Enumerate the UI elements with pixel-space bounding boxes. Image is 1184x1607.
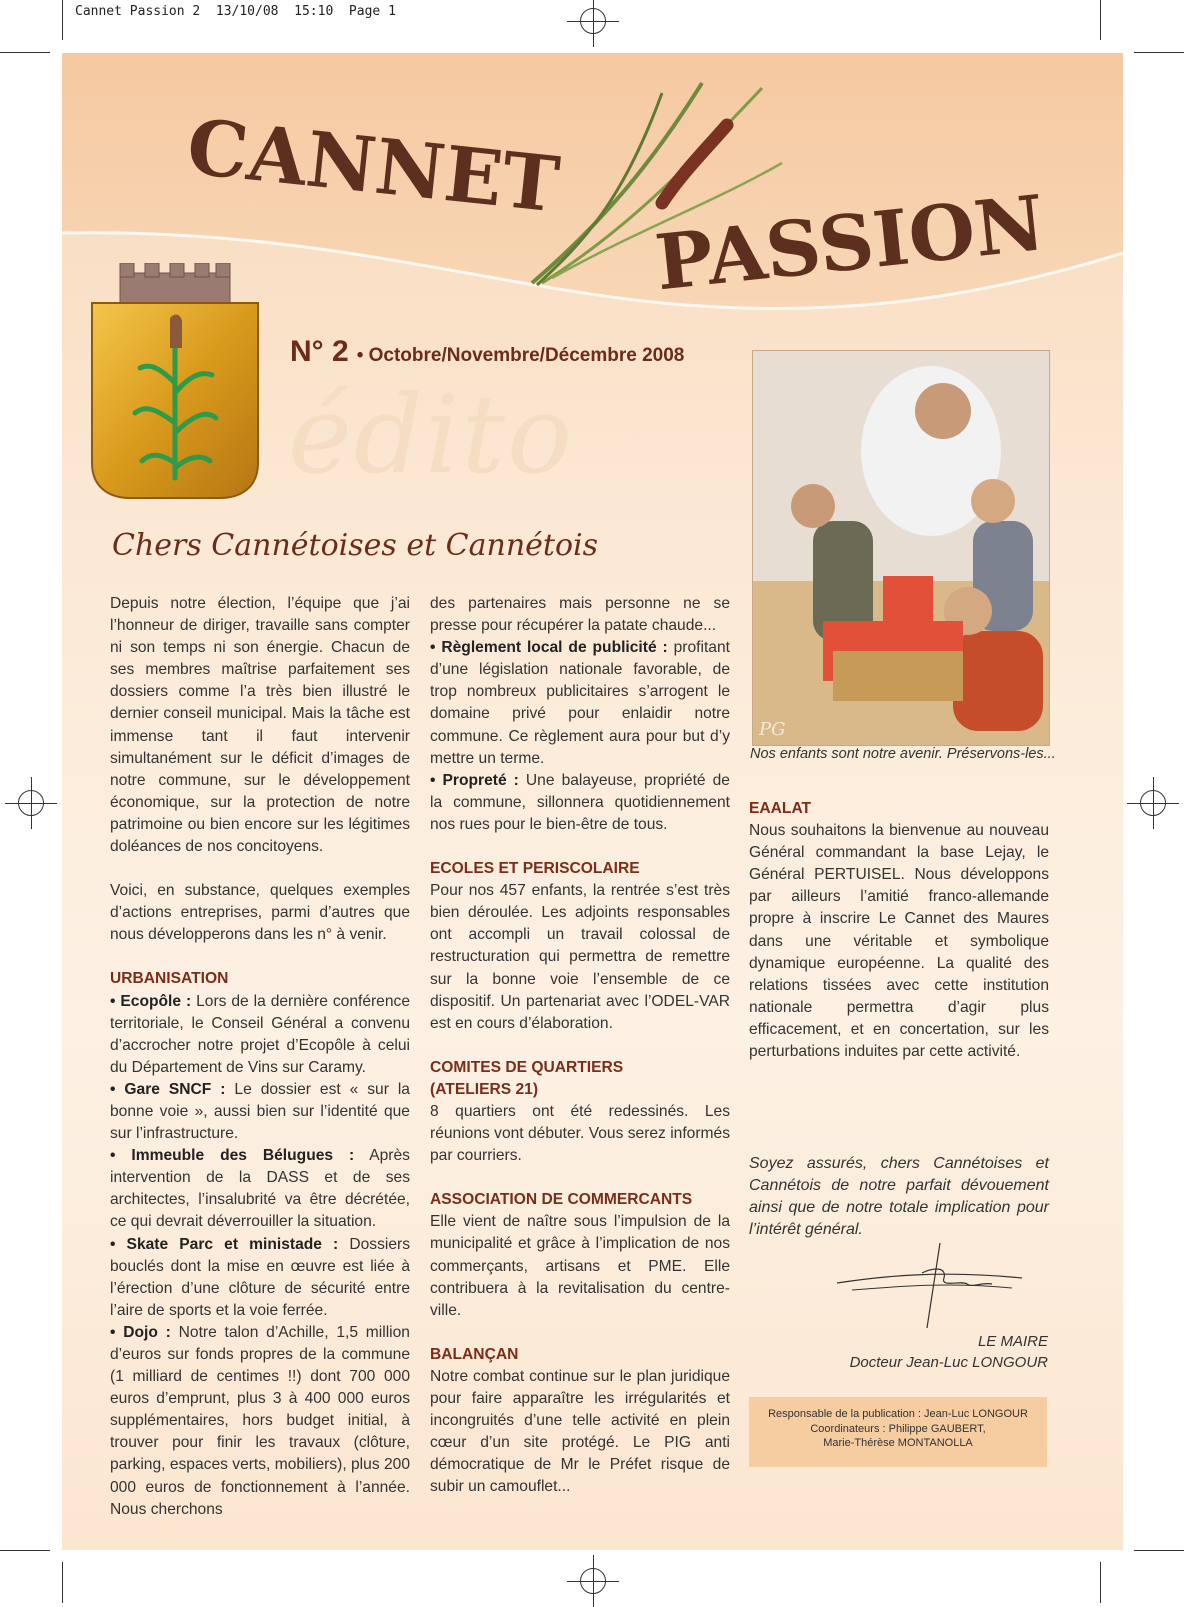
registration-mark xyxy=(1140,790,1166,816)
crop-mark xyxy=(62,0,63,40)
crop-mark xyxy=(1134,1550,1184,1551)
mayor-signature xyxy=(832,1238,1032,1333)
column-3 xyxy=(749,798,1049,1063)
closing-statement: Soyez assurés, chers Cannétoises et Cannétois de notre parfait dévouement ainsi que de notre totale implication pour l’intérêt général. xyxy=(749,1155,1049,1238)
registration-mark xyxy=(18,790,44,816)
item-reglement: • Règlement local de publicité : profitant d’une législation nationale favorable, de trop nombreux publicitaires s’arrogent le domaine privé pour enlaidir notre commune. Ce règlement aura pour but d’y mettre un terme. xyxy=(430,639,730,767)
registration-mark xyxy=(580,8,606,34)
ecoles-text: Pour nos 457 enfants, la rentrée s’est très bien déroulée. Les adjoints responsables ont accompli un travail colossal de restructuration qui permettra de remettre sur la bonne voie l’ensemble de ce dispositif. Un partenariat avec l’ODEL-VAR est en cours d’élaboration. xyxy=(430,882,730,1032)
photo-caption: Nos enfants sont notre avenir. Préservons-les... xyxy=(750,746,1056,762)
crop-mark xyxy=(62,1562,63,1603)
edito-watermark: édito xyxy=(288,373,575,498)
newsletter-page xyxy=(62,53,1123,1550)
issue-dates: • Octobre/Novembre/Décembre 2008 xyxy=(356,345,685,366)
section-title-urbanisation: URBANISATION xyxy=(110,970,229,988)
credits-line: Marie-Thérèse MONTANOLLA xyxy=(823,1437,973,1449)
crop-mark xyxy=(1134,52,1184,53)
print-slug: Cannet Passion 2 13/10/08 15:10 Page 1 xyxy=(75,4,396,19)
credits-line: Responsable de la publication : Jean-Luc LONGOUR xyxy=(768,1408,1028,1420)
svg-text:CANNET: CANNET xyxy=(183,101,564,230)
town-crest xyxy=(90,263,260,513)
item-dojo: • Dojo : Notre talon d’Achille, 1,5 million d’euros sur fonds propres de la commune (1 milliard de centimes !!) dont 700 000 euros d’emprunt, plus 3 à 400 000 euros supplémentaires, hors budget initial, à trouver pour finir les travaux (clôture, parking, espaces verts, mobiliers), plus 200 000 euros de fonctionnement à l’année. Nous cherchons xyxy=(110,1323,410,1518)
balancan-text: Notre combat continue sur le plan juridique pour faire apparaître les irrégularités et incongruités d’une telle activité en plein cœur d’un site protégé. Le PIG anti démocratique de Mr le Préfet risque de subir un camouflet... xyxy=(430,1367,730,1496)
intro-paragraph: Depuis notre élection, l’équipe que j’ai l’honneur de diriger, travaille sans compter ni son temps ni son énergie. Chacun de ses membres maîtrise parfaitement ses dossiers comme l’a très bien illustré le dernier conseil municipal. Mais la tâche est immense tant il faut intervenir simultanément sur le déficit d’images de notre commune, sur le développement économique, sur la protection de notre patrimoine ou bien encore sur les légitimes doléances de nos concitoyens. xyxy=(110,595,410,856)
mayor-name: Docteur Jean-Luc LONGOUR xyxy=(849,1354,1048,1371)
issue-number: N° 2 xyxy=(290,335,349,368)
eaalat-text: Nous souhaitons la bienvenue au nouveau Général commandant la base Lejay, le Général PERTUISEL. Nous développons par ailleurs l’amitié franco-allemande propre à inscrire Le Cannet des Maures dans une véritable et symbolique dynamique européenne. La qualité des relations tissées avec cette institution nationale permettra d’agir plus efficacement, et en concertation, sur les perturbations induites par cette activité. xyxy=(749,822,1049,1061)
intro-paragraph-2: Voici, en substance, quelques exemples d’actions entreprises, parmi d’autres que nous développerons dans les n° à venir. xyxy=(110,882,410,944)
item-ecopole: • Ecopôle : Lors de la dernière conférence territoriale, le Conseil Général a convenu d’accrocher notre projet d’Ecopôle à celui du Département de Vins sur Caramy. xyxy=(110,992,410,1076)
continued-paragraph: des partenaires mais personne ne se presse pour récupérer la patate chaude... xyxy=(430,595,730,635)
children-photo xyxy=(752,350,1050,746)
section-subtitle-ateliers: (ATELIERS 21) xyxy=(430,1080,539,1098)
issue-line xyxy=(290,335,684,369)
credits-line: Coordinateurs : Philippe GAUBERT, xyxy=(810,1422,986,1435)
crop-mark xyxy=(1100,1562,1101,1603)
item-gare: • Gare SNCF : Le dossier est « sur la bonne voie », aussi bien sur l’identité que sur l’infrastructure. xyxy=(110,1080,410,1143)
section-title-comites: COMITES DE QUARTIERS xyxy=(430,1058,624,1076)
item-skate: • Skate Parc et ministade : Dossiers bouclés dont la mise en œuvre est liée à l’érection d’une clôture de sécurité entre l’aire de sports et la voie ferrée. xyxy=(110,1235,410,1319)
publication-credits xyxy=(749,1397,1047,1467)
column-2 xyxy=(430,593,730,1498)
crop-mark xyxy=(0,1550,50,1551)
crop-mark xyxy=(0,52,50,53)
item-proprete: • Propreté : Une balayeuse, propriété de la commune, sillonnera quotidiennement nos rues pour le bien-être de tous. xyxy=(430,771,730,833)
mayor-title: LE MAIRE xyxy=(977,1333,1048,1350)
comites-text: 8 quartiers ont été redessinés. Les réunions vont débuter. Vous serez informés par courriers. xyxy=(430,1102,730,1165)
mayor-block xyxy=(822,1331,1048,1373)
section-title-ecoles: ECOLES ET PERISCOLAIRE xyxy=(430,860,640,878)
item-immeuble: • Immeuble des Bélugues : Après intervention de la DASS et de ses architectes, l’insalubrité va être décrétée, ce qui devrait déverrouiller la situation. xyxy=(110,1147,410,1231)
crop-mark xyxy=(1100,0,1101,40)
svg-text:PASSION: PASSION xyxy=(651,178,1049,308)
section-title-association: ASSOCIATION DE COMMERCANTS xyxy=(430,1191,693,1209)
column-1 xyxy=(110,593,410,1521)
association-text: Elle vient de naître sous l’impulsion de la municipalité et grâce à l’implication de nos commerçants, artisans et PME. Elle contribuera à la revitalisation du centre-ville. xyxy=(430,1213,730,1319)
section-title-eaalat: EAALAT xyxy=(749,800,812,817)
greeting-heading: Chers Cannétoises et Cannétois xyxy=(112,528,599,563)
section-title-balancan: BALANÇAN xyxy=(430,1345,519,1363)
svg-text:PG: PG xyxy=(759,719,786,740)
registration-mark xyxy=(580,1568,606,1594)
